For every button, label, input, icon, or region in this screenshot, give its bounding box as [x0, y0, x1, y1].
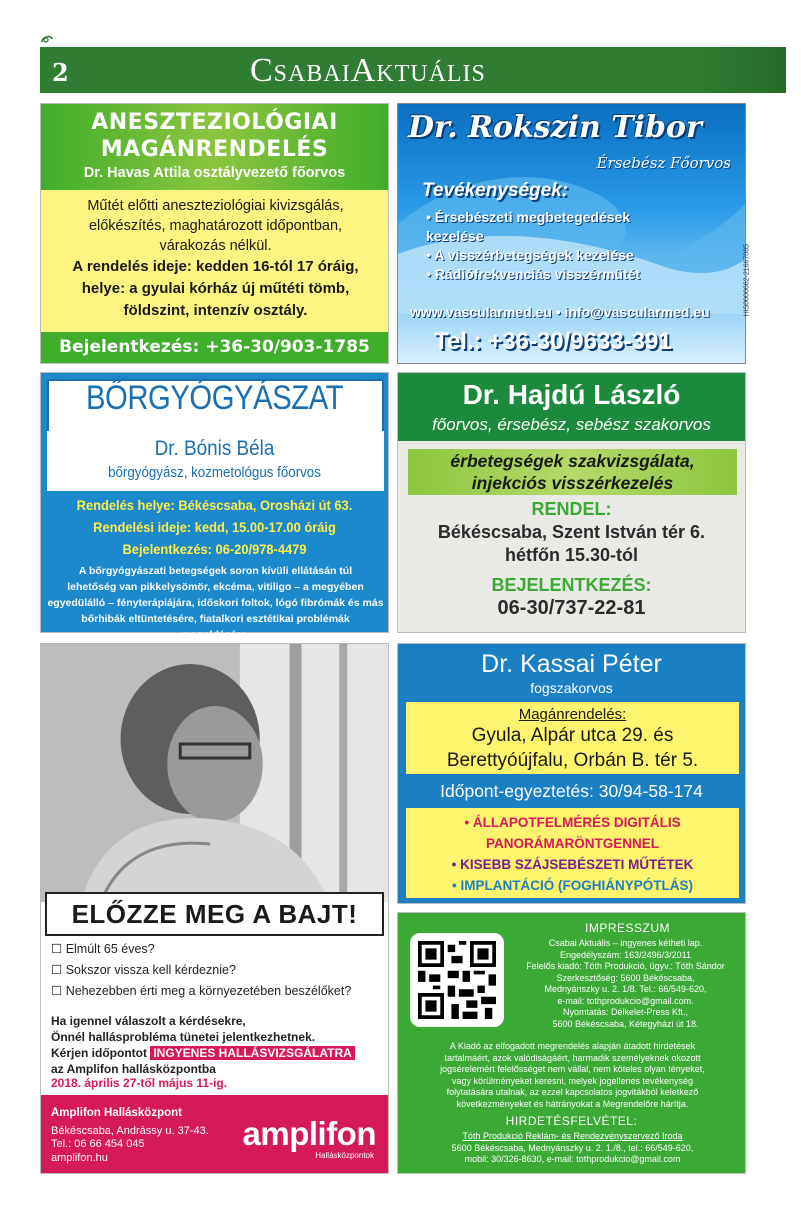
- hajdu-ad: [397, 372, 746, 633]
- amplifon-text-3a: Kérjen időpontot: [51, 1046, 151, 1060]
- ads-title: HIRDETÉSFELVÉTEL:: [505, 1114, 638, 1128]
- free-test-highlight: INGYENES HALLÁSVIZSGÁLATRA: [150, 1046, 354, 1060]
- disclaimer-line: A Kiadó az elfogadott megrendelés alapján átadott hirdetések: [449, 1041, 696, 1051]
- detail-line: A rendelés ideje: kedden 16-tól 17 óráig,: [72, 258, 359, 275]
- service-line: • KISEBB SZÁJSEBÉSZETI MŰTÉTEK: [451, 857, 694, 872]
- service-line: • ÁLLAPOTFELMÉRÉS DIGITÁLIS: [464, 815, 681, 830]
- desc-line: bőrhibák eltüntetésére, fiatalkori esztétikai problémák megoldására.: [81, 613, 350, 641]
- hajdu-phone: 06-30/737-22-81: [497, 597, 646, 619]
- amplifon-web: amplifon.hu: [51, 1152, 108, 1164]
- publication-title: CsabaiAktuális: [250, 52, 486, 89]
- amplifon-address: Békéscsaba, Andrássy u. 37-43.: [51, 1125, 209, 1137]
- service-line: injekciós visszérkezelés: [471, 473, 674, 493]
- dermatology-role: bőrgyógyász, kozmetológus főorvos: [108, 465, 321, 481]
- ads-line: mobil: 30/326-8630, e-mail: tothprodukcio@gmail.com: [464, 1154, 681, 1164]
- dermatology-ad: [40, 372, 389, 641]
- checkbox-item: ☐ Nehezebben érti meg a környezetében beszélőket?: [51, 984, 352, 998]
- anesthesiology-ad: [40, 103, 389, 364]
- service-line: érbetegségek szakvizsgálata,: [450, 451, 695, 471]
- impressum-line: Csabai Aktuális – ingyenes kétheti lap.: [548, 938, 703, 948]
- disclaimer-line: következményeket és hátrányokat a Megrendelőre hárítja.: [456, 1098, 689, 1109]
- impressum-line: Nyomtatás: Délkelet-Press Kft.,: [562, 1007, 689, 1017]
- desc-line: Műtét előtti aneszteziológiai kivizsgálás,: [87, 198, 344, 214]
- service-line: • IMPLANTÁCIÓ (FOGHIÁNYPÓTLÁS): [452, 878, 693, 893]
- desc-line: egyedülálló – fényterápiájára, időskori foltok, lógó fibrómák és más: [47, 597, 384, 609]
- amplifon-text-3: [51, 1046, 355, 1060]
- dermatology-description: [47, 563, 384, 643]
- amplifon-text-1: Ha igennel válaszolt a kérdésekre,: [51, 1014, 246, 1028]
- logo-swirl-icon: [40, 34, 54, 44]
- kassai-address-1: Gyula, Alpár utca 29. és: [471, 725, 674, 746]
- impressum-details: [510, 938, 741, 1030]
- dermatology-doctor: Dr. Bónis Béla: [154, 437, 275, 460]
- kassai-services-box: [406, 808, 739, 898]
- rokszin-tel: Tel.: +36-30/9633-391: [434, 328, 672, 355]
- anesthesiology-doctor: Dr. Havas Attila osztályvezető főorvos: [83, 165, 346, 181]
- kassai-appointment: Időpont-egyeztetés: 30/94-58-174: [440, 781, 703, 801]
- hajdu-time: hétfőn 15.30-tól: [504, 545, 638, 565]
- disclaimer-line: vagy körülményeket keresni, melyek jogellenes tevékenység: [451, 1075, 694, 1086]
- impressum-line: Felelős kiadó: Tóth Produkció, ügyv.: Tóth Sándor: [526, 961, 725, 971]
- rokszin-web: www.vascularmed.eu • info@vascularmed.eu: [410, 304, 710, 320]
- impressum-title: IMPRESSZUM: [584, 921, 670, 935]
- checkbox-text: Nehezebben érti meg a környezetében beszélőket?: [65, 984, 352, 998]
- booking-label: BEJELENTKEZÉS:: [491, 575, 652, 595]
- anesthesiology-title-2: MAGÁNRENDELÉS: [100, 137, 329, 162]
- disclaimer-line: jogsérelemért felelősséget nem vállal, nem köteles olyan tényeket,: [440, 1064, 705, 1074]
- amplifon-date: 2018. április 27-től május 11-ig.: [51, 1076, 228, 1090]
- rokszin-code: HIS0000662-21667085: [743, 244, 750, 317]
- service-line: PANORÁMARÖNTGENNEL: [486, 836, 659, 851]
- hajdu-role: főorvos, érsebész, sebész szakorvos: [432, 415, 711, 434]
- rokszin-name: Dr. Rokszin Tibor: [408, 110, 702, 145]
- list-item: • Rádiófrekvenciás visszérműtét: [426, 266, 641, 282]
- rendel-label: RENDEL:: [531, 499, 612, 519]
- desc-line: A bőrgyógyászati betegségek soron kívüli ellátásán túl: [78, 565, 353, 577]
- dermatology-contact: Bejelentkezés: 06-20/978-4479: [122, 541, 307, 557]
- dermatology-place: Rendelés helye: Békéscsaba, Orosházi út 63.: [76, 497, 353, 513]
- kassai-name: Dr. Kassai Péter: [481, 650, 662, 678]
- checkbox-text: Elmúlt 65 éves?: [65, 942, 155, 956]
- page-number: 2: [52, 58, 69, 87]
- amplifon-text-4: az Amplifon hallásközpontba: [51, 1062, 216, 1076]
- amplifon-tel: Tel.: 06 66 454 045: [51, 1138, 145, 1150]
- checkbox-text: Sokszor vissza kell kérdeznie?: [65, 963, 236, 977]
- anesthesiology-title-1: ANESZTEZIOLÓGIAI: [91, 110, 338, 135]
- desc-line: várakozás nélkül.: [159, 238, 272, 254]
- list-item: • A visszérbetegségek kezelése: [426, 247, 634, 263]
- impressum-line: Mednyánszky u. 2. 1/8. Tel.: 66/549-620,: [544, 984, 707, 994]
- amplifon-ad: [40, 643, 389, 1174]
- disclaimer-line: folytatására utalnak, az ezzel kapcsolatos jogvitákból keletkező: [446, 1087, 699, 1097]
- desc-line: lehetőség van pikkelysömör, ekcéma, vitiligo – a megyében: [67, 581, 364, 593]
- hajdu-services-band: [408, 449, 737, 495]
- kassai-ad: [397, 643, 746, 904]
- dermatology-time: Rendelési ideje: kedd, 15.00-17.00 óráig: [93, 519, 336, 535]
- private-label: Magánrendelés:: [518, 706, 627, 723]
- rokszin-role: Érsebész Főorvos: [596, 154, 731, 172]
- kassai-address-box: [406, 702, 739, 774]
- kassai-role: fogszakorvos: [530, 680, 613, 696]
- rokszin-ad: [397, 103, 750, 364]
- amplifon-footer: [41, 1095, 388, 1173]
- list-item: • Érsebészeti megbetegedések: [426, 209, 631, 225]
- desc-line: előkészítés, maghatározott időpontban,: [88, 218, 343, 234]
- elderly-woman-photo: [41, 644, 388, 902]
- disclaimer-line: tartalmáért, azok valódiságáért, harmadik személyeknek okozott: [444, 1052, 701, 1063]
- amplifon-logo: amplifon: [242, 1115, 376, 1152]
- impressum-disclaimer: [404, 1041, 741, 1110]
- impressum-line: Engedélyszám: 163/2496/3/2011: [560, 949, 691, 960]
- ads-line: 5600 Békéscsaba, Mednyánszky u. 2. 1./8., tel.: 66/549-620,: [451, 1142, 694, 1153]
- anesthesiology-body: [51, 196, 380, 322]
- hajdu-name: Dr. Hajdú László: [462, 379, 681, 410]
- activities-list: [426, 208, 640, 284]
- ads-contact: [404, 1131, 741, 1166]
- anesthesiology-contact: Bejelentkezés: +36-30/903-1785: [41, 332, 388, 363]
- amplifon-center-name: Amplifon Hallásközpont: [51, 1107, 182, 1119]
- impressum-line: Szerkesztőség: 5600 Békéscsaba,: [556, 972, 695, 983]
- checkbox-item: ☐ Sokszor vissza kell kérdeznie?: [51, 963, 236, 977]
- dermatology-title: BŐRGYÓGYÁSZAT: [85, 379, 344, 417]
- detail-line: helye: a gyulai kórház új műtéti tömb,: [81, 280, 350, 297]
- activities-heading: Tevékenységek:: [422, 180, 569, 201]
- amplifon-logo-sub: Hallásközpontok: [315, 1151, 374, 1160]
- list-item: kezelése: [426, 228, 484, 244]
- detail-line: földszint, intenzív osztály.: [123, 302, 308, 319]
- amplifon-headline: ELŐZZE MEG A BAJT!: [45, 892, 384, 936]
- kassai-address-2: Berettyóújfalu, Orbán B. tér 5.: [446, 750, 699, 771]
- amplifon-text-2: Önnél hallásprobléma tünetei jelentkezhetnek.: [51, 1030, 316, 1044]
- anesthesiology-header: [41, 104, 388, 190]
- hajdu-address: Békéscsaba, Szent István tér 6.: [437, 522, 706, 542]
- checkbox-item: ☐ Elmúlt 65 éves?: [51, 942, 155, 956]
- impressum-line: 5600 Békéscsaba, Kétegyházi út 18.: [552, 1018, 699, 1029]
- impressum-line: e-mail: tothprodukcio@gmail.com.: [557, 995, 694, 1006]
- impressum: [397, 912, 746, 1174]
- ads-line: Tóth Produkció Reklám- és Rendezvényszervező Iroda: [462, 1131, 683, 1141]
- qr-code-icon: [410, 933, 504, 1027]
